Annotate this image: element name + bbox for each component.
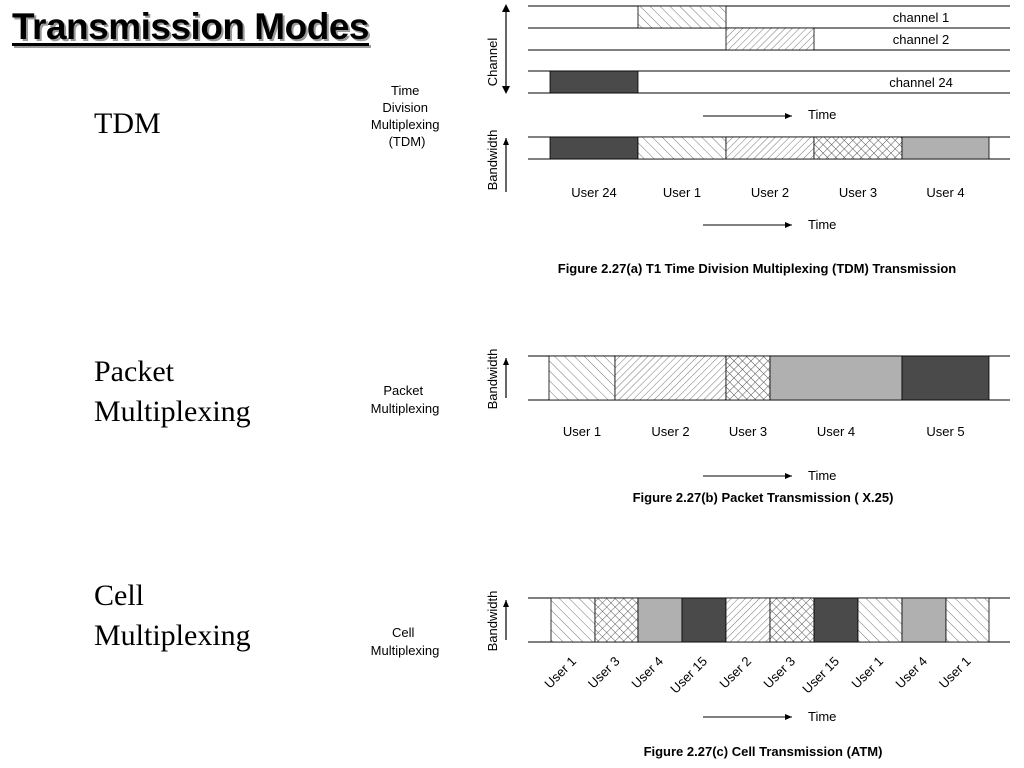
- cell-label: User 2: [716, 653, 755, 692]
- cell-label: User 3: [584, 653, 623, 692]
- channel-axis-arrow-down: [502, 86, 510, 94]
- tdm-slot-block: [814, 137, 902, 159]
- time-label: Time: [808, 107, 837, 122]
- channel-24-label: channel 24: [889, 75, 953, 90]
- packet-label: User 4: [816, 424, 856, 439]
- page-title: Transmission Modes: [12, 6, 369, 47]
- tdm-slot-block: [638, 137, 726, 159]
- channel-axis-arrow-up: [502, 4, 510, 12]
- cell-block: [638, 598, 682, 642]
- section-label-packet-line: Packet: [94, 355, 174, 388]
- tdm-bandwidth-chart: [485, 130, 1010, 276]
- packet-label: User 3: [728, 424, 768, 439]
- cell-block: [814, 598, 858, 642]
- packet-block: [549, 356, 615, 400]
- packet-block: [726, 356, 770, 400]
- channel-1-label: channel 1: [892, 10, 950, 25]
- packet-block: [902, 356, 989, 400]
- time-label: Time: [808, 217, 837, 232]
- tdm-slot-label: User 24: [571, 185, 617, 200]
- section-label-cell-line: Cell: [94, 579, 144, 612]
- cell-block: [682, 598, 726, 642]
- cell-block: [551, 598, 595, 642]
- section-label-cell-line: Multiplexing: [94, 619, 251, 652]
- channel-2-label: channel 2: [892, 32, 950, 47]
- time-label: Time: [808, 709, 837, 724]
- cell-label: User 1: [541, 653, 580, 692]
- cell-label: User 1: [848, 653, 887, 692]
- cell-label: User 1: [935, 653, 974, 692]
- tdm-slot-block: [726, 137, 814, 159]
- figure-caption-c: Figure 2.27(c) Cell Transmission (ATM): [643, 744, 883, 759]
- cell-label: User 4: [892, 653, 931, 692]
- figure-caption-a: Figure 2.27(a) T1 Time Division Multiplexing (TDM) Transmission: [557, 261, 957, 276]
- packet-chart: [485, 349, 1010, 505]
- cell-block: [902, 598, 946, 642]
- packet-diagram-label: Packet Multiplexing: [370, 383, 440, 416]
- cell-block: [595, 598, 638, 642]
- cell-label: User 3: [760, 653, 799, 692]
- cell-label: User 15: [667, 653, 711, 697]
- section-label-packet-line: Multiplexing: [94, 395, 251, 428]
- bandwidth-axis-label: Bandwidth: [485, 348, 500, 410]
- cell-block: [770, 598, 814, 642]
- tdm-slot-label: User 2: [750, 185, 790, 200]
- packet-label: User 5: [926, 424, 965, 439]
- cell-label: User 4: [628, 653, 667, 692]
- tdm-channel-chart: [485, 4, 1010, 122]
- channel-1-slot: [638, 6, 726, 28]
- packet-label: User 1: [562, 424, 602, 439]
- packet-block: [615, 356, 726, 400]
- channel-axis-label: Channel: [485, 37, 500, 87]
- tdm-slot-label: User 4: [926, 185, 965, 200]
- tdm-diagram-label: Time Division Multiplexing (TDM): [370, 83, 440, 149]
- channel-24-slot: [550, 71, 638, 93]
- cell-label: User 15: [799, 653, 843, 697]
- bandwidth-axis-label: Bandwidth: [485, 129, 500, 191]
- cell-block: [946, 598, 989, 642]
- cell-block: [726, 598, 770, 642]
- section-label-tdm-text: TDM: [94, 107, 161, 140]
- tdm-slot-label: User 1: [662, 185, 702, 200]
- tdm-slot-label: User 3: [838, 185, 878, 200]
- cell-block: [858, 598, 902, 642]
- figure-caption-b: Figure 2.27(b) Packet Transmission ( X.25): [632, 490, 894, 505]
- bandwidth-axis-label: Bandwidth: [485, 590, 500, 652]
- cell-chart: [485, 591, 1010, 759]
- channel-2-slot: [726, 28, 814, 50]
- cell-diagram-label: Cell Multiplexing: [370, 625, 440, 658]
- tdm-slot-block: [902, 137, 989, 159]
- time-label: Time: [808, 468, 837, 483]
- packet-block: [770, 356, 902, 400]
- packet-label: User 2: [651, 424, 690, 439]
- tdm-slot-block: [550, 137, 638, 159]
